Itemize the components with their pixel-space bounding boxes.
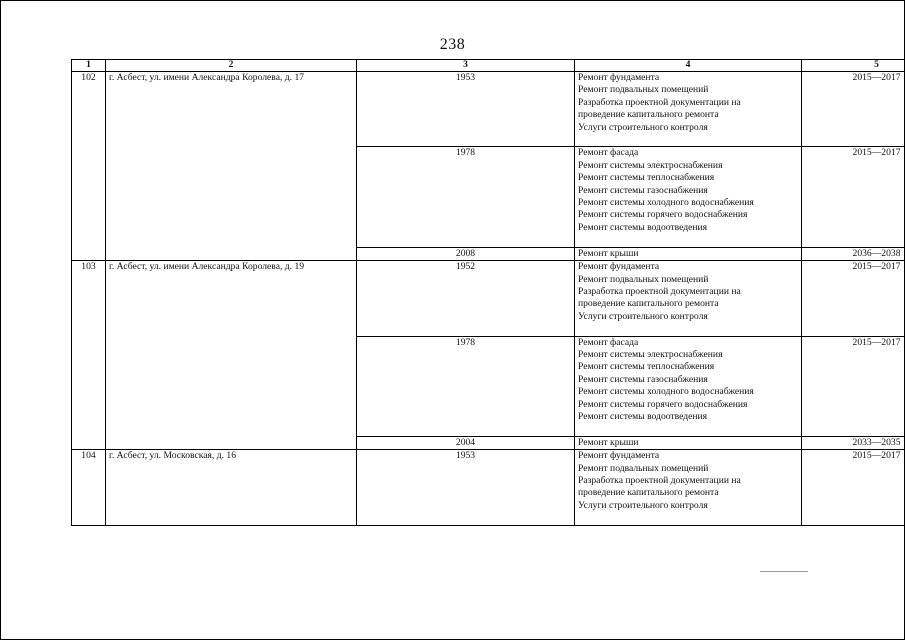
period-cell: 2015—2017 [802,336,905,436]
table-row [72,261,905,336]
work-item: Ремонт фасада [578,147,639,159]
column-header: 5 [802,60,905,72]
work-item: Ремонт фундамента [578,72,660,83]
column-number-row [72,60,905,72]
row-number: 103 [72,261,106,450]
work-item: Ремонт системы водоотведения [578,221,708,233]
column-header: 1 [72,60,106,72]
table-row [72,72,905,147]
work-item: Ремонт системы газоснабжения [578,373,708,385]
year-cell: 1953 [357,450,575,525]
spacer [578,512,798,524]
period-cell: 2015—2017 [802,72,905,147]
works-cell [575,336,802,436]
work-item: проведение капитального ремонта [578,487,719,499]
works-cell [575,72,802,147]
work-item: Ремонт подвальных помещений [578,462,709,474]
work-item: Ремонт фундамента [578,261,660,273]
work-item: Ремонт подвальных помещений [578,273,709,285]
work-item: Ремонт системы электроснабжения [578,348,723,360]
year-cell: 1952 [357,261,575,336]
period-cell: 2033—2035 [802,436,905,449]
work-item: Услуги строительного контроля [578,499,708,511]
row-number: 102 [72,72,106,261]
address-cell: г. Асбест, ул. имени Александра Королева, д. 19 [106,261,357,450]
footer-rule [760,571,808,572]
year-cell: 2008 [357,247,575,260]
work-item: Ремонт системы холодного водоснабжения [578,197,754,209]
works-cell [575,261,802,336]
work-item: Ремонт системы газоснабжения [578,184,708,196]
registry-body [72,72,905,526]
column-header: 2 [106,60,357,72]
address-cell: г. Асбест, ул. имени Александра Королева, д. 17 [106,72,357,261]
work-item: Разработка проектной документации на [578,475,741,486]
row-number: 104 [72,450,106,525]
period-cell: 2015—2017 [802,147,905,247]
work-item: Ремонт крыши [578,436,639,448]
work-item: Разработка проектной документации на [578,285,741,297]
works-cell [575,436,802,449]
works-cell [575,247,802,260]
work-item: Ремонт системы теплоснабжения [578,361,715,373]
work-item: проведение капитального ремонта [578,298,719,310]
column-header: 3 [357,60,575,72]
work-item: проведение капитального ремонта [578,109,719,121]
period-cell: 2015—2017 [802,261,905,336]
work-item: Ремонт системы водоотведения [578,410,708,422]
work-item: Ремонт фундамента [578,450,660,462]
registry-table [71,59,905,526]
work-item: Разработка проектной документации на [578,96,741,108]
spacer [578,423,798,435]
work-item: Ремонт системы холодного водоснабжения [578,386,754,398]
year-cell: 2004 [357,436,575,449]
table-row [72,450,905,525]
year-cell: 1978 [357,147,575,247]
page-number: 238 [439,36,466,53]
work-item: Ремонт крыши [578,247,639,259]
work-item: Ремонт подвальных помещений [578,84,709,96]
spacer [578,234,798,246]
spacer [578,323,798,335]
work-item: Ремонт системы горячего водоснабжения [578,398,748,410]
work-item: Ремонт фасада [578,336,639,348]
period-cell: 2036—2038 [802,247,905,260]
work-item: Ремонт системы электроснабжения [578,159,723,171]
spacer [578,134,798,146]
work-item: Услуги строительного контроля [578,310,708,322]
works-cell [575,147,802,247]
period-cell: 2015—2017 [802,450,905,525]
column-header: 4 [575,60,802,72]
year-cell: 1953 [357,72,575,147]
work-item: Ремонт системы теплоснабжения [578,172,715,184]
works-cell [575,450,802,525]
work-item: Услуги строительного контроля [578,121,708,133]
year-cell: 1978 [357,336,575,436]
address-cell: г. Асбест, ул. Московская, д. 16 [106,450,357,525]
work-item: Ремонт системы горячего водоснабжения [578,209,748,221]
